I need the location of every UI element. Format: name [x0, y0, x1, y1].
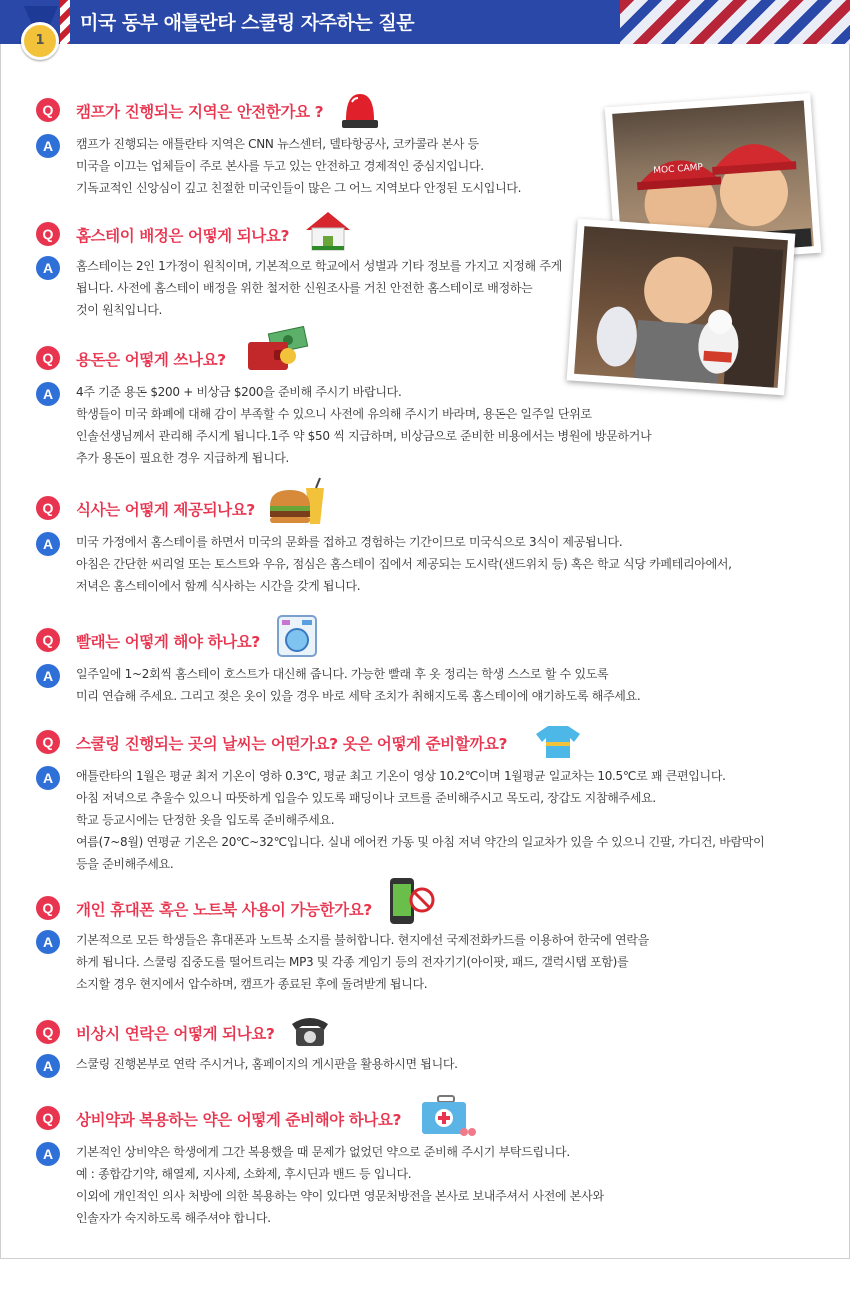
- faq-answer-line: 기본적인 상비약은 학생에게 그간 복용했을 때 문제가 없었던 약으로 준비해 주시기 부탁드립니다.: [76, 1145, 570, 1159]
- question-badge: Q: [36, 496, 60, 520]
- house-icon: [302, 208, 354, 252]
- page-title: 미국 동부 애틀란타 스쿨링 자주하는 질문: [80, 12, 415, 34]
- faq-question: 스쿨링 진행되는 곳의 날씨는 어떤가요? 옷은 어떻게 준비할까요?: [76, 735, 508, 753]
- question-badge: Q: [36, 730, 60, 754]
- answer-badge: A: [36, 1054, 60, 1078]
- faq-answer-line: 캠프가 진행되는 애틀란타 지역은 CNN 뉴스센터, 델타항공사, 코카콜라 본사 등: [76, 137, 479, 151]
- answer-badge: A: [36, 256, 60, 280]
- question-badge: Q: [36, 896, 60, 920]
- question-badge: Q: [36, 1020, 60, 1044]
- answer-badge: A: [36, 766, 60, 790]
- faq-question: 용돈은 어떻게 쓰나요?: [76, 351, 226, 369]
- burger-drink-icon: [266, 476, 326, 528]
- page-header: [0, 0, 850, 44]
- answer-badge: A: [36, 382, 60, 406]
- siren-icon: [338, 90, 382, 130]
- faq-answer-line: 추가 용돈이 필요한 경우 지급하게 됩니다.: [76, 451, 290, 465]
- wallet-money-icon: [244, 326, 310, 372]
- faq-question: 홈스테이 배정은 어떻게 되나요?: [76, 227, 290, 245]
- washing-machine-icon: [276, 614, 318, 658]
- faq-answer-line: 학교 등교시에는 단정한 옷을 입도록 준비해주세요.: [76, 813, 335, 827]
- cap-label: MOC CAMP: [653, 162, 704, 177]
- faq-answer-line: 하게 됩니다. 스쿨링 집중도를 떨어트리는 MP3 및 각종 게임기 등의 전자기기(아이팟, 패드, 갤럭시탭 포함)를: [76, 955, 629, 969]
- faq-question: 개인 휴대폰 혹은 노트북 사용이 가능한가요?: [76, 901, 372, 919]
- question-badge: Q: [36, 1106, 60, 1130]
- faq-answer-line: 기본적으로 모든 학생들은 휴대폰과 노트북 소지를 불허합니다. 현지에선 국제전화카드를 이용하여 한국에 연락을: [76, 933, 649, 947]
- faq-answer-line: 등을 준비해주세요.: [76, 857, 174, 871]
- medal-icon: [18, 6, 64, 60]
- faq-answer-line: 일주일에 1~2회씩 홈스테이 호스트가 대신해 줍니다. 가능한 빨래 후 옷 정리는 학생 스스로 할 수 있도록: [76, 667, 609, 681]
- faq-answer-line: 예 : 종합감기약, 해열제, 지사제, 소화제, 후시딘과 밴드 등 입니다.: [76, 1167, 412, 1181]
- question-badge: Q: [36, 346, 60, 370]
- faq-answer-line: 홈스테이는 2인 1가정이 원칙이며, 기본적으로 학교에서 성별과 기타 정보를 가지고 지정해 주게: [76, 259, 562, 273]
- first-aid-kit-icon: [420, 1094, 476, 1140]
- faq-answer-line: 이외에 개인적인 의사 처방에 의한 복용하는 약이 있다면 영문처방전을 본사로 보내주셔서 사전에 본사와: [76, 1189, 604, 1203]
- faq-answer-line: 학생들이 미국 화폐에 대해 감이 부족할 수 있으니 사전에 유의해 주시기 바라며, 용돈은 일주일 단위로: [76, 407, 592, 421]
- question-badge: Q: [36, 222, 60, 246]
- telephone-icon: [288, 1010, 332, 1050]
- tshirt-icon: [534, 722, 582, 760]
- faq-question: 상비약과 복용하는 약은 어떻게 준비해야 하나요?: [76, 1111, 402, 1129]
- faq-answer-line: 여름(7~8월) 연평균 기온은 20℃~32℃입니다. 실내 에어컨 가동 및 아침 저녁 약간의 일교차가 있을 수 있으니 긴팔, 가디건, 바람막이: [76, 835, 765, 849]
- answer-badge: A: [36, 532, 60, 556]
- faq-answer-line: 아침 저녁으로 추울수 있으니 따뜻하게 입을수 있도록 패딩이나 코트를 준비해주시고 목도리, 장갑도 지참해주세요.: [76, 791, 656, 805]
- faq-answer-line: 인솔자가 숙지하도록 해주셔야 합니다.: [76, 1211, 271, 1225]
- faq-answer-line: 소지할 경우 현지에서 압수하며, 캠프가 종료된 후에 돌려받게 됩니다.: [76, 977, 428, 991]
- faq-answer-line: 인솔선생님께서 관리해 주시게 됩니다.1주 약 $50 씩 지급하며, 비상금으로 준비한 비용에서는 병원에 방문하거나: [76, 429, 652, 443]
- no-phone-icon: [386, 876, 436, 928]
- faq-answer-line: 됩니다. 사전에 홈스테이 배정을 위한 철저한 신원조사를 거친 안전한 홈스테이로 배정하는: [76, 281, 533, 295]
- faq-answer-line: 저녁은 홈스테이에서 함께 식사하는 시간을 갖게 됩니다.: [76, 579, 361, 593]
- photo-boy-with-toys: [567, 219, 796, 396]
- question-badge: Q: [36, 628, 60, 652]
- faq-answer-line: 미국을 이끄는 업체들이 주로 본사를 두고 있는 안전하고 경제적인 중심지입니다.: [76, 159, 484, 173]
- answer-badge: A: [36, 134, 60, 158]
- faq-answer-line: 기독교적인 신앙심이 깊고 친절한 미국인들이 많은 그 어느 지역보다 안정된 도시입니다.: [76, 181, 522, 195]
- faq-question: 비상시 연락은 어떻게 되나요?: [76, 1025, 275, 1043]
- faq-question: 빨래는 어떻게 해야 하나요?: [76, 633, 260, 651]
- faq-answer-line: 애틀란타의 1월은 평균 최저 기온이 영하 0.3℃, 평균 최고 기온이 영상 10.2℃이며 1월평균 일교차는 10.5℃로 꽤 큰편입니다.: [76, 769, 726, 783]
- faq-question: 식사는 어떻게 제공되나요?: [76, 501, 255, 519]
- flag-stripes-decoration: [620, 0, 850, 44]
- faq-answer-line: 미국 가정에서 홈스테이를 하면서 미국의 문화를 접하고 경험하는 기간이므로 미국식으로 3식이 제공됩니다.: [76, 535, 623, 549]
- faq-answer-line: 4주 기준 용돈 $200 + 비상금 $200을 준비해 주시기 바랍니다.: [76, 385, 402, 399]
- answer-badge: A: [36, 1142, 60, 1166]
- faq-answer-line: 스쿨링 진행본부로 연락 주시거나, 홈페이지의 게시판을 활용하시면 됩니다.: [76, 1057, 458, 1071]
- faq-question: 캠프가 진행되는 지역은 안전한가요 ?: [76, 103, 324, 121]
- medal-number: 1: [35, 33, 45, 48]
- faq-answer-line: 것이 원칙입니다.: [76, 303, 163, 317]
- faq-answer-line: 미리 연습해 주세요. 그리고 젖은 옷이 있을 경우 바로 세탁 조치가 취해지도록 홈스테이에 얘기하도록 해주세요.: [76, 689, 641, 703]
- faq-answer-line: 아침은 간단한 씨리얼 또는 토스트와 우유, 점심은 홈스테이 집에서 제공되는 도시락(샌드위치 등) 혹은 학교 식당 카페테리아에서,: [76, 557, 732, 571]
- answer-badge: A: [36, 930, 60, 954]
- answer-badge: A: [36, 664, 60, 688]
- question-badge: Q: [36, 98, 60, 122]
